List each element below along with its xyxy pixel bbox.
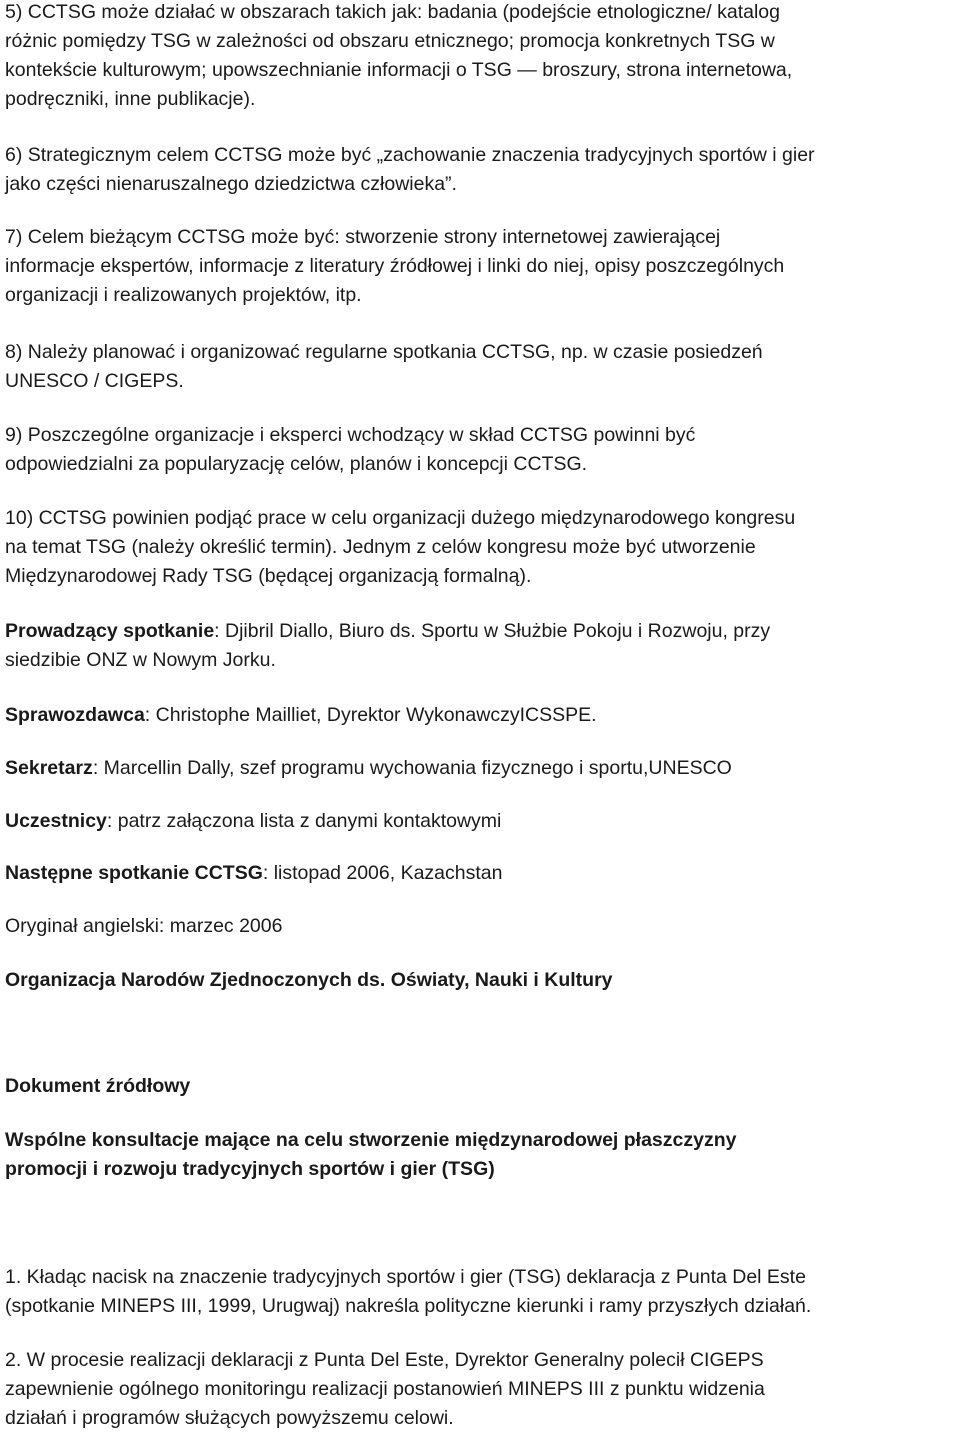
participants-entry xyxy=(5,807,957,836)
secretary-entry xyxy=(5,754,957,783)
text-line: 1. Kładąc nacisk na znaczenie tradycyjnych sportów i gier (TSG) deklaracja z Punta Del Este xyxy=(5,1266,806,1288)
text-line: na temat TSG (należy określić termin). Jednym z celów kongresu może być utworzenie xyxy=(5,536,756,558)
participants-label: Uczestnicy xyxy=(5,810,107,832)
rapporteur-label: Sprawozdawca xyxy=(5,704,145,726)
paragraph-8 xyxy=(5,338,957,396)
text-line: różnic pomiędzy TSG w zależności od obszaru etnicznego; promocja konkretnych TSG w xyxy=(5,30,775,52)
text-line: (spotkanie MINEPS III, 1999, Urugwaj) nakreśla polityczne kierunki i ramy przyszłych działań. xyxy=(5,1295,812,1317)
chair-value-line2: siedzibie ONZ w Nowym Jorku. xyxy=(5,649,276,671)
text-line: 5) CCTSG może działać w obszarach takich jak: badania (podejście etnologiczne/ katalog xyxy=(5,1,780,23)
organization-name: Organizacja Narodów Zjednoczonych ds. Oświaty, Nauki i Kultury xyxy=(5,969,613,991)
paragraph-7 xyxy=(5,223,957,310)
text-line: 6) Strategicznym celem CCTSG może być „zachowanie znaczenia tradycyjnych sportów i gier xyxy=(5,144,815,166)
text-line: promocji i rozwoju tradycyjnych sportów i gier (TSG) xyxy=(5,1158,495,1180)
participants-value: : patrz załączona lista z danymi kontaktowymi xyxy=(106,810,502,832)
chair-value: : Djibril Diallo, Biuro ds. Sportu w Służbie Pokoju i Rozwoju, przy xyxy=(214,620,771,642)
numbered-paragraph-2 xyxy=(5,1346,957,1433)
paragraph-10 xyxy=(5,504,957,591)
text-line: podręczniki, inne publikacje). xyxy=(5,88,256,110)
text-line: 2. W procesie realizacji deklaracji z Punta Del Este, Dyrektor Generalny polecił CIGEPS xyxy=(5,1349,764,1371)
text-line: zapewnienie ogólnego monitoringu realizacji postanowień MINEPS III z punktu widzenia xyxy=(5,1378,765,1400)
text-line: jako części nienaruszalnego dziedzictwa człowieka”. xyxy=(5,173,457,195)
text-line: kontekście kulturowym; upowszechnianie informacji o TSG — broszury, strona internetowa, xyxy=(5,59,793,81)
secretary-label: Sekretarz xyxy=(5,757,93,779)
text-line: informacje ekspertów, informacje z literatury źródłowej i linki do niej, opisy poszczególnych xyxy=(5,255,785,277)
numbered-paragraph-1 xyxy=(5,1263,957,1321)
text-line: 10) CCTSG powinien podjąć prace w celu organizacji dużego międzynarodowego kongresu xyxy=(5,507,796,529)
paragraph-6 xyxy=(5,141,957,199)
source-heading: Dokument źródłowy xyxy=(5,1075,191,1097)
text-line: 7) Celem bieżącym CCTSG może być: stworzenie strony internetowej zawierającej xyxy=(5,226,721,248)
text-line: działań i programów służących powyższemu celowi. xyxy=(5,1407,454,1429)
text-line: Międzynarodowej Rady TSG (będącej organizacją formalną). xyxy=(5,565,532,587)
text-line: 8) Należy planować i organizować regularne spotkania CCTSG, np. w czasie posiedzeń xyxy=(5,341,763,363)
text-line: Wspólne konsultacje mające na celu stworzenie międzynarodowej płaszczyzny xyxy=(5,1129,737,1151)
paragraph-5 xyxy=(5,0,957,114)
chair-entry xyxy=(5,617,957,675)
source-title xyxy=(5,1126,957,1184)
text-line: 9) Poszczególne organizacje i eksperci wchodzący w skład CCTSG powinni być xyxy=(5,424,696,446)
rapporteur-entry xyxy=(5,701,957,730)
next-meeting-value: : listopad 2006, Kazachstan xyxy=(262,862,503,884)
text-line: odpowiedzialni za popularyzację celów, planów i koncepcji CCTSG. xyxy=(5,453,588,475)
original-language-note: Oryginał angielski: marzec 2006 xyxy=(5,915,283,937)
secretary-value: : Marcellin Dally, szef programu wychowania fizycznego i sportu,UNESCO xyxy=(92,757,732,779)
paragraph-9 xyxy=(5,421,957,479)
next-meeting-label: Następne spotkanie CCTSG xyxy=(5,862,263,884)
chair-label: Prowadzący spotkanie xyxy=(5,620,215,642)
text-line: UNESCO / CIGEPS. xyxy=(5,370,184,392)
next-meeting-entry xyxy=(5,859,957,888)
rapporteur-value: : Christophe Mailliet, Dyrektor WykonawczyICSSPE. xyxy=(144,704,597,726)
text-line: organizacji i realizowanych projektów, itp. xyxy=(5,284,362,306)
